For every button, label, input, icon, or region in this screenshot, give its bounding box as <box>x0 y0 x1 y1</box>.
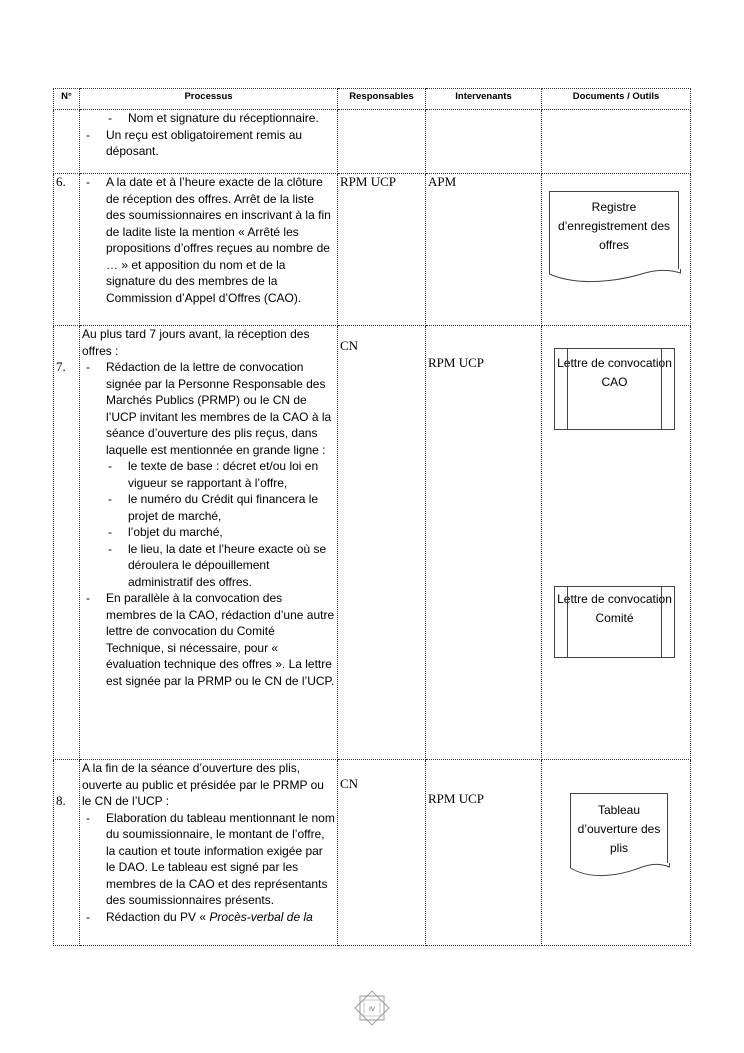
list-item: - En parallèle à la convocation des membres de la CAO, rédaction d’une autre lettre de convocation du Comité Technique, si nécessaire, pour « évaluation technique des offres ». La lettre est signée par la PRMP ou le CN de l’UCP. <box>82 590 335 689</box>
sub-list <box>82 110 335 127</box>
sub-list <box>106 458 335 590</box>
row-number: 6. <box>54 174 80 326</box>
list-item: - A la date et à l’heure exacte de la clôture de réception des offres. Arrêt de la liste des soumissionnaires en inscrivant à la fin de ladite liste la mention « Arrêté les propositions d’offres reçues au nombre de … » et apposition du nom et de la signature du des membres de la Commission d’Appel d’Offres (CAO). <box>82 174 335 306</box>
cell-stakeholders: APM <box>426 174 542 326</box>
wave-bottom-icon <box>570 863 670 877</box>
cell-documents <box>542 110 691 174</box>
header-number: N° <box>54 89 80 110</box>
cell-responsible: RPM UCP <box>338 174 426 326</box>
list-item <box>82 909 335 926</box>
sub-list-item: - le numéro du Crédit qui financera le projet de marché, <box>106 491 335 524</box>
cell-stakeholders: RPM UCP <box>426 326 542 760</box>
header-documents: Documents / Outils <box>542 89 691 110</box>
cell-process <box>80 110 338 174</box>
cell-number <box>54 110 80 174</box>
table-row-7 <box>54 326 691 760</box>
cell-stakeholders <box>426 110 542 174</box>
cell-documents <box>542 174 691 326</box>
header-stakeholders: Intervenants <box>426 89 542 110</box>
sub-list-item: - le lieu, la date et l’heure exacte où se déroulera le dépouillement administratif des offres. <box>106 541 335 591</box>
header-responsible: Responsables <box>338 89 426 110</box>
cell-documents <box>542 326 691 760</box>
ornament-icon <box>354 990 390 1026</box>
process-shape-convocation-comite <box>554 586 675 658</box>
document-shape-tableau <box>570 793 668 867</box>
cell-stakeholders: RPM UCP <box>426 760 542 946</box>
table-row-8 <box>54 760 691 946</box>
wave-bottom-icon <box>549 269 681 283</box>
list-item-text: Rédaction de la lettre de convocation signée par la Personne Responsable des Marchés Publics (PRMP) ou le CN de l’UCP invitant les membres de la CAO à la séance d’ouverture des plis reçus, dans laquelle est mentionnée en grande ligne : <box>106 360 332 457</box>
list-item: - Nom et signature du réceptionnaire. <box>82 110 335 127</box>
page-number: IV <box>369 1007 375 1013</box>
list-item-text: Rédaction du PV « <box>106 909 210 924</box>
header-process: Processus <box>80 89 338 110</box>
cell-process <box>80 174 338 326</box>
sub-list-item: - l’objet du marché, <box>106 524 335 541</box>
document-label: Lettre de convocation CAO <box>557 356 672 389</box>
page-number-badge <box>354 990 390 1031</box>
cell-process <box>80 760 338 946</box>
process-intro: Au plus tard 7 jours avant, la réception des offres : <box>82 327 310 358</box>
cell-documents <box>542 760 691 946</box>
list-item <box>82 359 335 590</box>
bullet-list <box>82 810 335 926</box>
process-table <box>53 88 691 946</box>
row-number: 7. <box>54 326 80 760</box>
list-item-italic: Procès-verbal de la <box>209 909 313 924</box>
list-item: - Un reçu est obligatoirement remis au déposant. <box>82 127 335 160</box>
cell-responsible: CN <box>338 326 426 760</box>
table-row-continued <box>54 110 691 174</box>
document-shape-registre <box>549 191 679 273</box>
document-label: Lettre de convocation Comité <box>557 592 672 625</box>
bullet-list <box>82 174 335 306</box>
bullet-list <box>82 359 335 689</box>
table-row-6 <box>54 174 691 326</box>
cell-responsible <box>338 110 426 174</box>
cell-responsible: CN <box>338 760 426 946</box>
bullet-list <box>82 127 335 160</box>
process-shape-convocation-cao <box>554 348 675 430</box>
process-intro: A la fin de la séance d’ouverture des plis, ouverte au public et présidée par le PRMP ou le CN de l’UCP : <box>82 761 324 808</box>
sub-list-item: - le texte de base : décret et/ou loi en vigueur se rapportant à l’offre, <box>106 458 335 491</box>
document-label: Tableau d’ouverture des plis <box>577 803 661 855</box>
list-item: - Elaboration du tableau mentionnant le nom du soumissionnaire, le montant de l’offre, la caution et toute information exigée par le DAO. Le tableau est signé par les membres de la CAO et des représentants des soumissionnaires présents. <box>82 810 335 909</box>
table-header-row <box>54 89 691 110</box>
cell-process <box>80 326 338 760</box>
document-label: Registre d’enregistrement des offres <box>557 200 671 252</box>
row-number: 8. <box>54 760 80 946</box>
